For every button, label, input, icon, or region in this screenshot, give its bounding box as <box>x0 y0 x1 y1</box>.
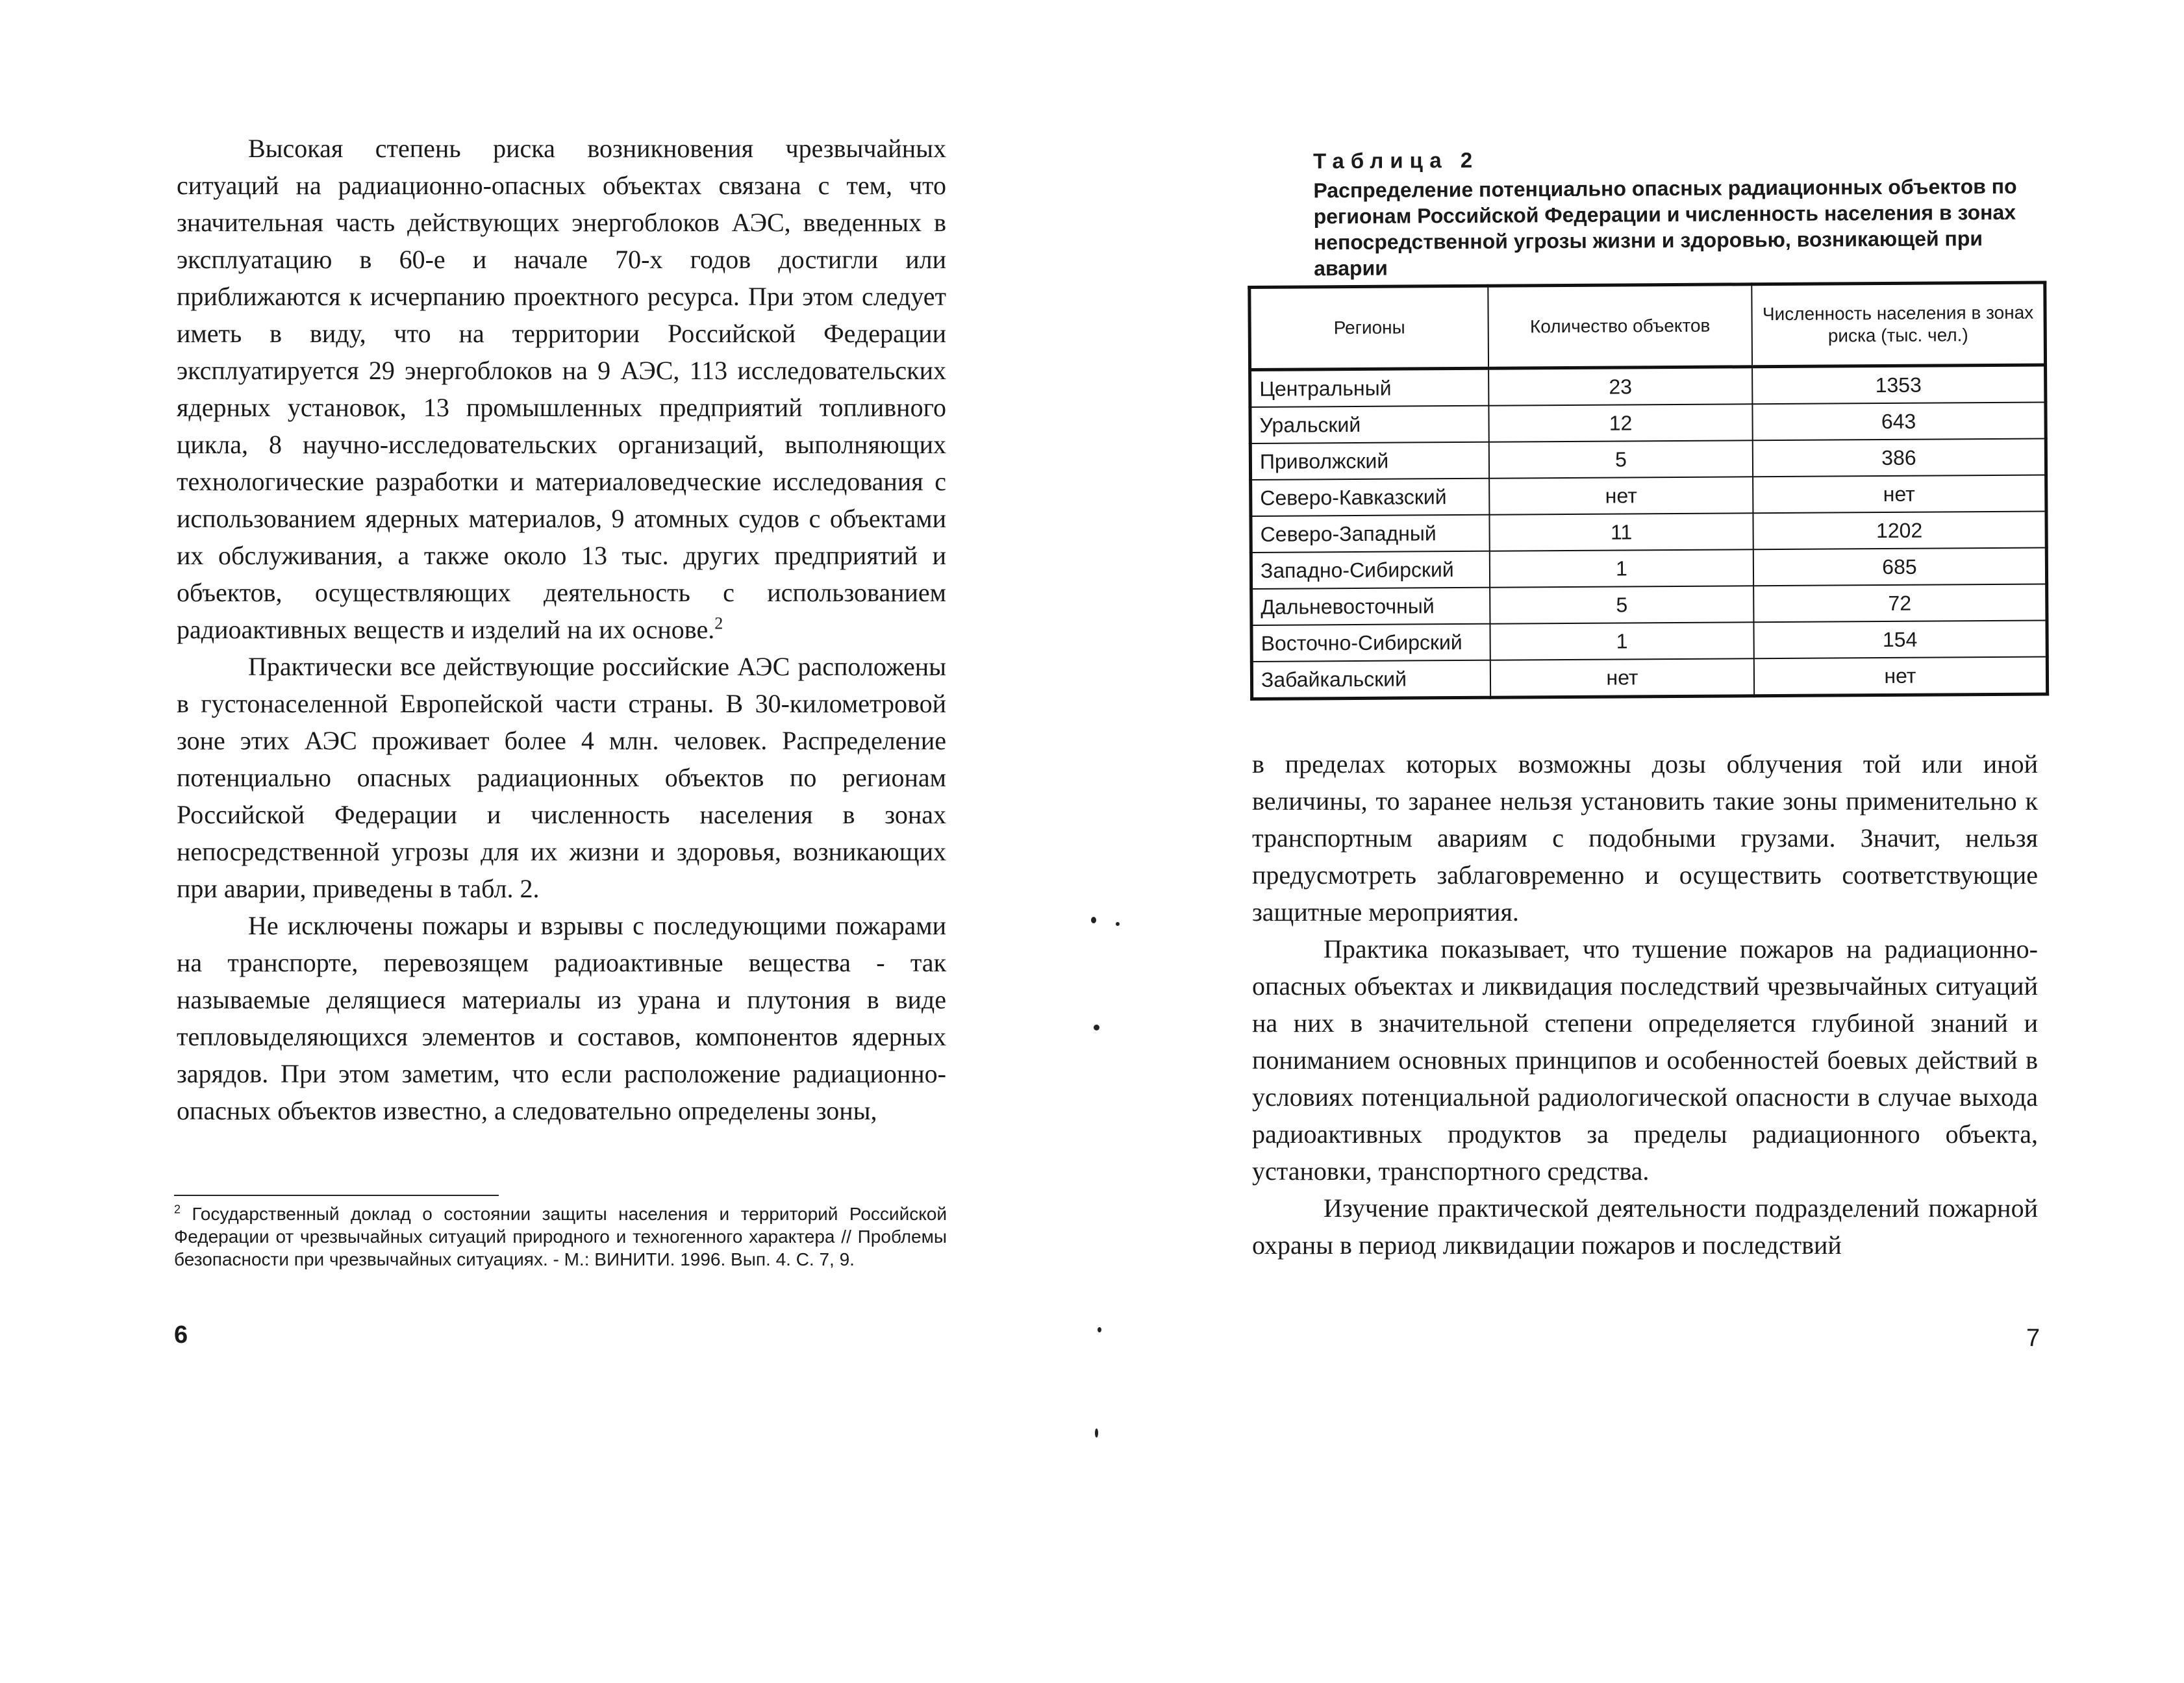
footnote-number: 2 <box>174 1203 181 1216</box>
cell-region: Западно-Сибирский <box>1251 551 1490 589</box>
table-row <box>1250 365 2046 407</box>
right-paragraph-1: в пределах которых возможны дозы облучения той или иной величины, то заранее нельзя установить такие зоны применительно к транспортным авариям с подобными грузами. Значит, нельзя предусмотреть заблаговременно и осуществить соответствующие защитные мероприятия. <box>1252 749 2038 927</box>
table-row <box>1251 547 2046 588</box>
scan-speck <box>1098 1327 1101 1332</box>
left-paragraph-1: Высокая степень риска возникновения чрезвычайных ситуаций на радиационно-опасных объектах связана с тем, что значительная часть действующих энергоблоков АЭС, введенных в эксплуатацию в 60-е и начале 70-х годов достигли или приближаются к исчерпанию проектного ресурса. При этом следует иметь в виду, что на территории Российской Федерации эксплуатируется 29 энергоблоков на 9 АЭС, 113 исследовательских ядерных установок, 13 промышленных предприятий топливного цикла, 8 научно-исследовательских организаций, выполняющих технологические разработки и материаловедческие исследования с использованием ядерных материалов, 9 атомных судов с объектами их обслуживания, а также около 13 тыс. других предприятий и объектов, осуществляющих деятельность с использованием радиоактивных веществ и изделий на их основе.$^2$ <box>177 134 946 644</box>
right-page <box>1247 0 2052 1683</box>
right-page-body <box>1252 745 2038 1264</box>
right-paragraph-2: Практика показывает, что тушение пожаров на радиационно-опасных объектах и ликвидация последствий чрезвычайных ситуаций на них в значительной степени определяется глубиной знаний и пониманием основных принципов и особенностей боевых действий в условиях потенциальной радиологической опасности в случае выхода радиоактивных продуктов за пределы радиационного объекта, установки, транспортного средства. <box>1252 934 2038 1186</box>
cell-region: Дальневосточный <box>1251 588 1490 625</box>
left-paragraph-3: Не исключены пожары и взрывы с последующими пожарами на транспорте, перевозящем радиоактивные вещества - так называемые делящиеся материалы из урана и плутония в виде тепловыделяющихся элементов и составов, компонентов ядерных зарядов. При этом заметим, что если расположение радиационно-опасных объектов известно, а следовательно определены зоны, <box>177 911 946 1125</box>
cell-region: Северо-Западный <box>1251 515 1490 553</box>
footnote-text: Государственный доклад о состоянии защиты населения и территорий Российской Федерации от чрезвычайных ситуаций природного и техногенного характера // Проблемы безопасности при чрезвычайных ситуациях. - М.: ВИНИТИ. 1996. Вып. 4. С. 7, 9. <box>174 1204 947 1269</box>
footnote-reference: 2 <box>714 614 723 633</box>
cell-population: 386 <box>1753 438 2046 477</box>
right-paragraph-3: Изучение практической деятельности подразделений пожарной охраны в период ликвидации пожаров и последствий <box>1252 1193 2038 1260</box>
table-title: Распределение потенциально опасных радиационных объектов по регионам Российской Федерации и численность населения в зонах непосредственной угрозы жизни и здоровью, возникающей при аварии <box>1313 174 2017 280</box>
cell-count: 5 <box>1490 586 1753 623</box>
page-number-left: 6 <box>174 1321 188 1349</box>
cell-population: 72 <box>1753 584 2047 622</box>
cell-count: 1 <box>1490 622 1753 660</box>
header-object-count: Количество объектов <box>1488 284 1752 368</box>
table-row <box>1251 656 2047 699</box>
cell-count: 5 <box>1489 440 1753 478</box>
cell-count: 1 <box>1490 549 1753 587</box>
cell-population: 685 <box>1753 547 2047 586</box>
table-row <box>1251 511 2046 552</box>
table-row <box>1251 475 2046 516</box>
cell-population: нет <box>1754 656 2048 695</box>
cell-count: 11 <box>1489 513 1753 551</box>
cell-count: 12 <box>1488 404 1752 442</box>
cell-region: Северо-Кавказский <box>1251 479 1490 516</box>
scan-speck <box>1091 917 1096 923</box>
cell-population: 1202 <box>1753 511 2046 549</box>
header-regions: Регионы <box>1249 286 1488 369</box>
header-population: Численность населения в зонах риска (тыс. чел.) <box>1751 282 2045 367</box>
table-row <box>1251 620 2047 661</box>
left-page-body <box>177 130 946 1129</box>
footnote-divider <box>174 1195 499 1196</box>
cell-region: Уральский <box>1250 406 1489 443</box>
table-row <box>1251 584 2047 625</box>
scan-speck <box>1095 1428 1098 1438</box>
left-page <box>156 0 961 1683</box>
cell-count: нет <box>1490 658 1754 697</box>
cell-count: 23 <box>1488 367 1752 406</box>
table-row <box>1250 402 2046 443</box>
page-number-right: 7 <box>2026 1325 2040 1352</box>
cell-region: Восточно-Сибирский <box>1251 624 1490 662</box>
cell-region: Центральный <box>1250 368 1489 407</box>
cell-population: 643 <box>1752 402 2046 440</box>
cell-count: нет <box>1489 477 1753 514</box>
table-header-row <box>1249 282 2046 369</box>
regions-table <box>1248 280 2049 701</box>
table-block <box>1247 144 2055 701</box>
table-row <box>1250 438 2046 479</box>
footnote <box>174 1203 947 1271</box>
cell-region: Приволжский <box>1250 442 1489 480</box>
table-label: Таблица 2 <box>1312 147 1479 173</box>
cell-population: 1353 <box>1752 365 2046 404</box>
scan-speck <box>1094 1025 1099 1030</box>
left-paragraph-2: Практически все действующие российские АЭС расположены в густонаселенной Европейской части страны. В 30-километровой зоне этих АЭС проживает более 4 млн. человек. Распределение потенциально опасных радиационных объектов по регионам Российской Федерации и численность населения в зонах непосредственной угрозы для их жизни и здоровья, возникающих при аварии, приведены в табл. 2. <box>177 652 946 903</box>
cell-population: нет <box>1753 475 2046 513</box>
cell-population: 154 <box>1753 620 2047 658</box>
scan-speck <box>1116 922 1120 926</box>
cell-region: Забайкальский <box>1251 660 1490 699</box>
